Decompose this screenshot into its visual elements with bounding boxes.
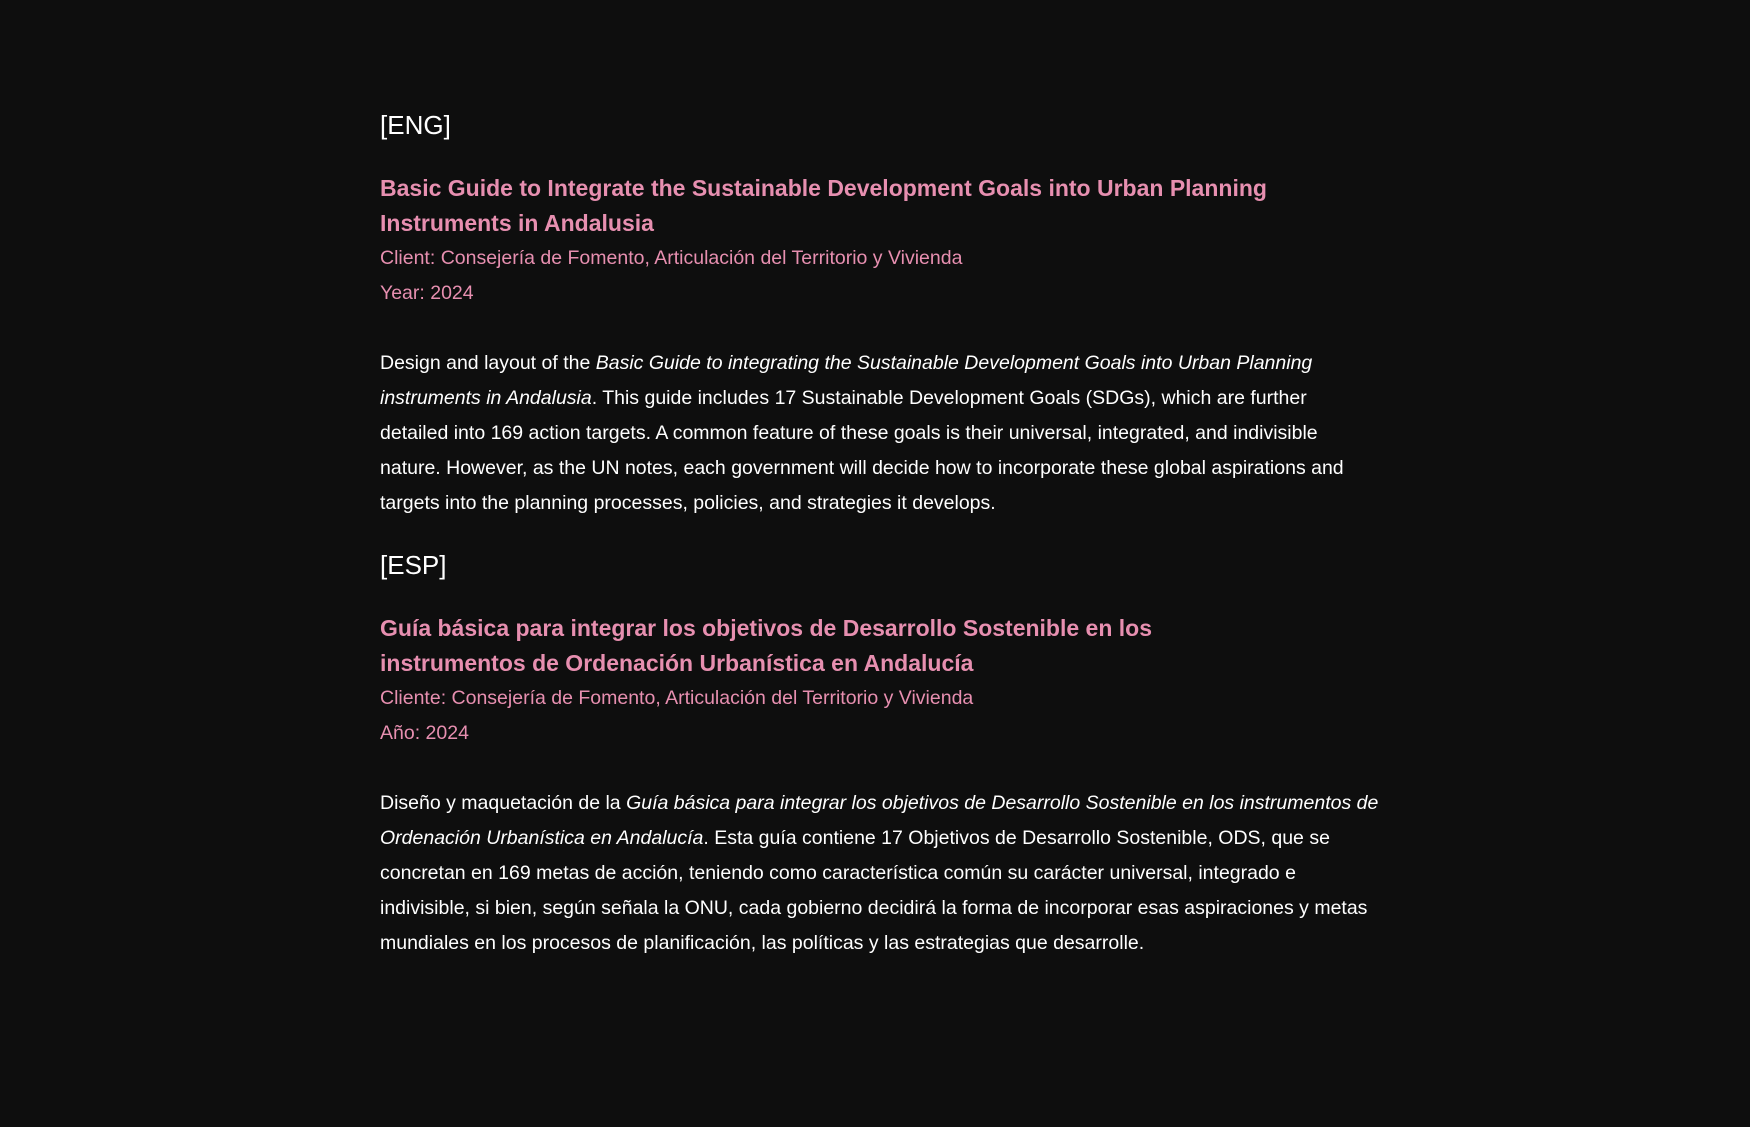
year-line-esp: Año: 2024 — [380, 722, 469, 744]
description-lead-esp: Diseño y maquetación de la — [380, 792, 627, 814]
section-spanish — [380, 545, 1380, 961]
project-title-eng: Basic Guide to Integrate the Sustainable Development Goals into Urban Planning Instruments in Andalusia — [380, 175, 1267, 236]
project-title-esp: Guía básica para integrar los objetivos de Desarrollo Sostenible en los instrumentos de Ordenación Urbanística en Andalucía — [380, 615, 1153, 676]
description-rest-esp: . Esta guía contiene 17 Objetivos de Desarrollo Sostenible, ODS, que se concretan en 169 metas de acción, teniendo como característica común su carácter universal, integrado e indivisible, si bien, según señala la ONU, cada gobierno decidirá la forma de incorporar esas aspiraciones y metas mundiales en los procesos de planificación, las políticas y las estrategias que desarrolle. — [380, 827, 1368, 954]
section-english — [380, 105, 1380, 521]
content — [380, 105, 1380, 961]
language-tag-esp: [ESP] — [380, 550, 447, 580]
description-italic-esp: Guía básica para integrar los objetivos de Desarrollo Sostenible en los instrumentos de Ordenación Urbanística en Andalucía — [380, 792, 1379, 849]
client-line-eng: Client: Consejería de Fomento, Articulación del Territorio y Vivienda — [380, 247, 963, 269]
language-tag-eng: [ENG] — [380, 110, 451, 140]
description-rest-eng: . This guide includes 17 Sustainable Development Goals (SDGs), which are further detailed into 169 action targets. A common feature of these goals is their universal, integrated, and indivisible nature. However, as the UN notes, each government will decide how to incorporate these global aspirations and targets into the planning processes, policies, and strategies it develops. — [380, 387, 1344, 514]
description-italic-eng: Basic Guide to integrating the Sustainable Development Goals into Urban Planning instruments in Andalusia — [380, 352, 1313, 409]
section-spacer — [380, 521, 1380, 545]
description-lead-eng: Design and layout of the — [380, 352, 596, 374]
description-esp — [380, 786, 1380, 961]
description-eng — [380, 346, 1380, 521]
client-line-esp: Cliente: Consejería de Fomento, Articulación del Territorio y Vivienda — [380, 687, 974, 709]
year-line-eng: Year: 2024 — [380, 282, 474, 304]
